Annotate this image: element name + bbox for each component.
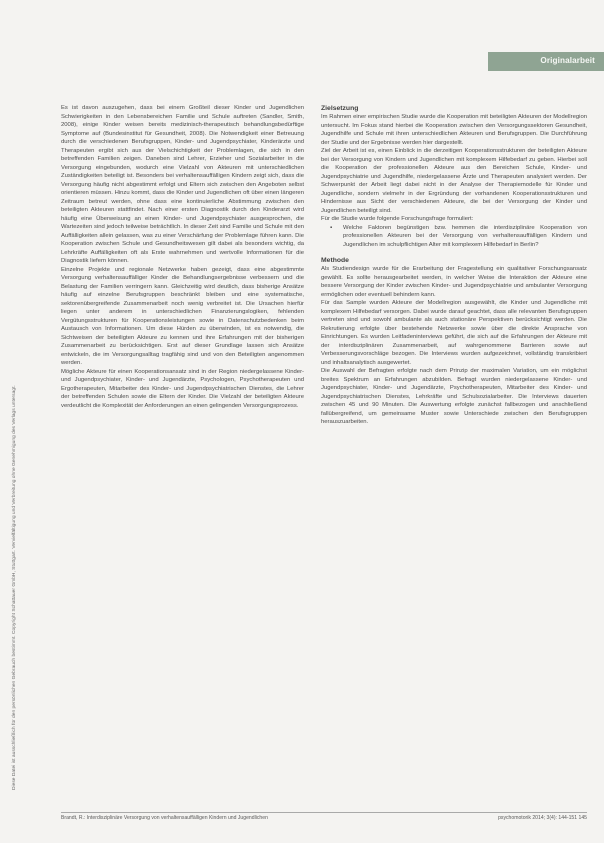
section-tab-label: Originalarbeit <box>540 56 595 65</box>
footer-rule <box>61 812 587 813</box>
footer-journal-page: psychomotorik 2014; 3(4): 144-151 145 <box>498 815 587 821</box>
list-item <box>330 224 587 250</box>
section-heading: Zielsetzung <box>321 105 359 112</box>
bullet-icon: ▪ <box>330 224 333 231</box>
list-item-text: Welche Faktoren begünstigen bzw. hemmen die interdisziplinäre Kooperation von professionellen Akteuren bei der Versorgung von verhaltensauffälligen Kindern und Jugendlichen im schulpflichtigen Alter mit komplexem Hilfebedarf in Berlin? <box>343 224 587 248</box>
left-column <box>61 104 304 410</box>
body-paragraph: Für das Sample wurden Akteure der Modellregion ausgewählt, die Kinder und Jugendliche mit komplexem Hilfebedarf versorgen. Dabei wurde darauf geachtet, dass alle relevanten Berufsgruppen vertreten sind und sowohl ambulante als auch stationäre Perspektiven berücksichtigt werden. Die Rekrutierung erfolgte über bestehende Netzwerke sowie über die direkte Ansprache von Einrichtungen. Es wurden Leitfadeninterviews geführt, die sich auf die Erfahrungen der Akteure mit der interdisziplinären Zusammenarbeit, auf wahrgenommene Barrieren sowie auf Verbesserungsvorschläge bezogen. Die Interviews wurden aufgezeichnet, vollständig transkribiert und inhaltsanalytisch ausgewertet. <box>321 300 587 366</box>
footer-citation: Brandt, R.: Interdisziplinäre Versorgung von verhaltensauffälligen Kindern und Jugendlichen <box>61 815 268 821</box>
body-paragraph: Einzelne Projekte und regionale Netzwerke haben gezeigt, dass eine abgestimmte Versorgung verhaltensauffälliger Kinder die Behandlungsergebnisse verbessern und die Belastung der Familien verringern kann. Gleichzeitig wird deutlich, dass bisherige Ansätze häufig auf einzelne Berufsgruppen beschränkt bleiben und eine systematische, sektorenübergreifende Zusammenarbeit noch wenig verbreitet ist. Die Ursachen hierfür liegen unter anderem in unterschiedlichen Finanzierungslogiken, fehlenden Vergütungsstrukturen für Kooperationsleistungen sowie in Datenschutzbedenken beim Austausch von Informationen. Um diese Hürden zu überwinden, ist es notwendig, die Sichtweisen der beteiligten Akteure zu kennen und ihre Erfahrungen mit der bisherigen Zusammenarbeit zu berücksichtigen. Erst auf dieser Grundlage lassen sich Ansätze entwickeln, die im Versorgungsalltag tragfähig sind und von den Beteiligten angenommen werden. <box>61 266 304 366</box>
body-paragraph: Mögliche Akteure für einen Kooperationsansatz sind in der Region niedergelassene Kinder- und Jugendpsychiater, Kinder- und Jugendärzte, Psychologen, Psychotherapeuten und Ergotherapeuten, Mitarbeiter des Kinder- und Jugendpsychiatrischen Dienstes, die Lehrer der betreffenden Schulen sowie die Eltern der Kinder. Die Vielzahl der beteiligten Akteure verdeutlicht die Komplexität der Anforderungen an einen gelingenden Versorgungsprozess. <box>61 368 304 409</box>
section-gap <box>321 249 587 256</box>
body-paragraph: Im Rahmen einer empirischen Studie wurde die Kooperation mit beteiligten Akteuren der Modellregion untersucht. Im Fokus stand hierbei die Kooperation zwischen den Versorgungssektoren Gesundheit, Jugendhilfe und Schule mit ihren unterschiedlichen Akteuren und Berufsgruppen. Die Durchführung der Studie und der Ergebnisse werden hier dargestellt. <box>321 114 587 146</box>
section-heading: Methode <box>321 257 349 264</box>
body-paragraph: Für die Studie wurde folgende Forschungsfrage formuliert: <box>321 216 474 222</box>
body-paragraph: Ziel der Arbeit ist es, einen Einblick in die derzeitigen Kooperationsstrukturen der beteiligten Akteure bei der Versorgung von Kindern und Jugendlichen mit komplexem Hilfebedarf zu geben. Hierbei soll die Kooperation der professionellen Akteure aus den Bereichen Schule, Kinder- und Jugendpsychiatrie und Jugendhilfe, niedergelassene Ärzte und Therapeuten analysiert werden. Der Schwerpunkt der Arbeit liegt dabei nicht in der Analyse der Therapiemodelle für Kinder und Jugendliche, sondern vielmehr in der Ergründung der vorhandenen Kooperationsstrukturen und Hindernisse aus Sicht der verschiedenen Akteure, die bei der Versorgung der Kinder und Jugendlichen beteiligt sind. <box>321 148 587 214</box>
research-question-list <box>321 224 587 250</box>
body-paragraph: Es ist davon auszugehen, dass bei einem Großteil dieser Kinder und Jugendlichen Schwierigkeiten in den Lebensbereichen Familie und Schule auftreten (Sandler, Smith, 2008), einige Kinder weisen bereits medizinisch-therapeutisch behandlungsbedürftige Symptome auf (Bundesinstitut für Gesundheit, 2008). Die Notwendigkeit einer Betreuung durch die verschiedenen Berufsgruppen, Kinder- und Jugendpsychiater, Kinderärzte und Therapeuten ergibt sich aus der Vielschichtigkeit der Problemlagen, die sich in den betreffenden Familien zeigen. Daneben sind Lehrer, Erzieher und Sozialarbeiter in die Versorgung eingebunden, wodurch eine Vielzahl von Akteuren mit unterschiedlichen Zuständigkeiten beteiligt ist. Besonders bei verhaltensauffälligen Kindern zeigt sich, dass die Versorgung häufig nicht abgestimmt erfolgt und Eltern sich zwischen den Angeboten selbst orientieren müssen. Hinzu kommt, dass die Kinder und Jugendlichen oft über einen längeren Zeitraum betreut werden, ohne dass eine kontinuierliche Abstimmung zwischen den beteiligten Akteuren stattfindet. Nach einer ersten Diagnostik durch den Kinderarzt wird häufig eine Überweisung an einen Kinder- und Jugendpsychiater ausgesprochen, die Wartezeiten sind jedoch teilweise beträchtlich. In dieser Zeit sind Familie und Schule mit den Auffälligkeiten allein gelassen, was zu einer Verschärfung der Problemlage führen kann. Die Kooperation zwischen Schule und Gesundheitswesen gilt dabei als besonders wichtig, da Lehrkräfte Auffälligkeiten oft als Erste wahrnehmen und wertvolle Informationen für die Diagnostik liefern können. <box>61 105 304 264</box>
right-column <box>321 104 587 427</box>
body-paragraph: Als Studiendesign wurde für die Erarbeitung der Fragestellung ein qualitativer Forschungsansatz gewählt. Es sollte herausgearbeitet werden, in welcher Weise die Interaktion der Akteure eine bessere Versorgung der Kinder zwischen Kinder- und Jugendpsychiatrie und ambulanter Versorgung ermöglichen oder eventuell behindern kann. <box>321 266 587 298</box>
copyright-margin-note: Diese Datei ist ausschließlich für den persönlichen Gebrauch bestimmt. Copyright Schattauer GmbH, Stuttgart. Vervielfältigung und Verbreitung ohne Genehmigung des Verlags untersagt. <box>12 385 17 790</box>
section-tab <box>488 52 604 71</box>
body-paragraph: Die Auswahl der Befragten erfolgte nach dem Prinzip der maximalen Variation, um ein möglichst breites Spektrum an Erfahrungen abzubilden. Befragt wurden niedergelassene Kinder- und Jugendpsychiater, Kinder- und Jugendärzte, Psychotherapeuten, Mitarbeiter des Kinder- und Jugendpsychiatrischen Dienstes, Lehrkräfte und Schulsozialarbeiter. Die Interviews dauerten zwischen 45 und 90 Minuten. Die Auswertung erfolgte zunächst fallbezogen und anschließend fallübergreifend, um gemeinsame Muster sowie Unterschiede zwischen den Berufsgruppen herauszuarbeiten. <box>321 368 587 425</box>
